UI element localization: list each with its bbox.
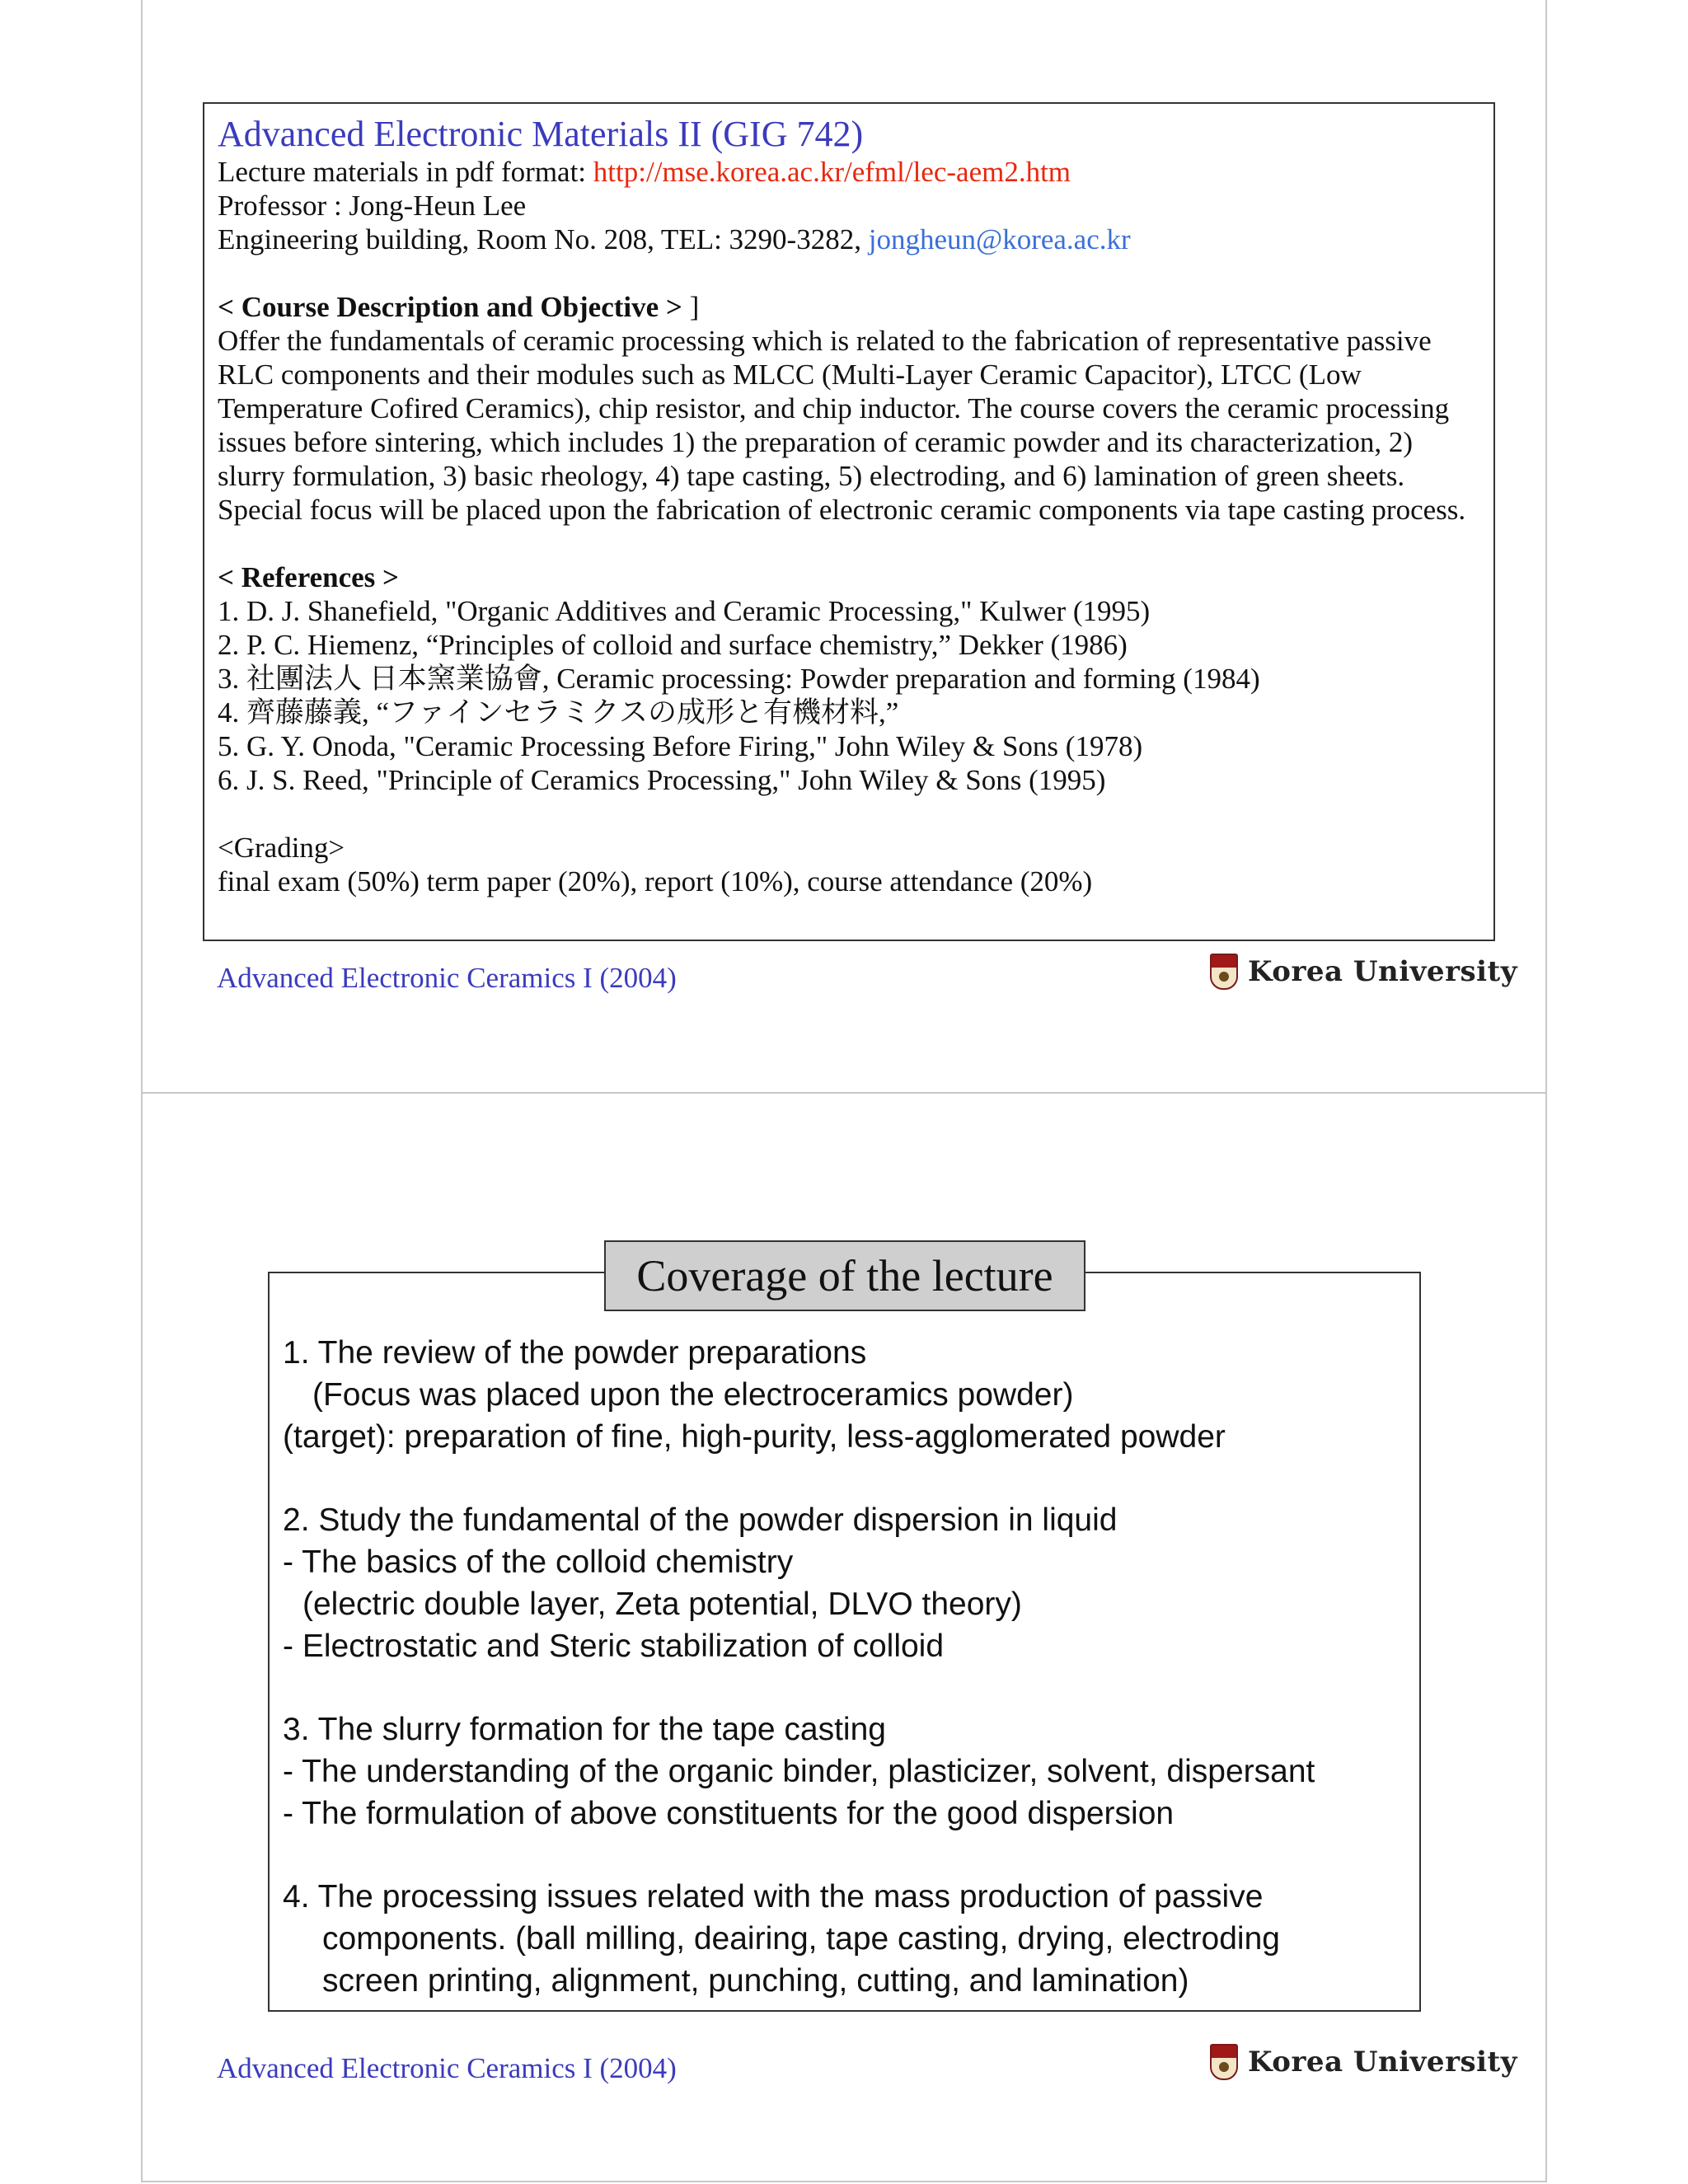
coverage-title: Coverage of the lecture xyxy=(604,1240,1085,1311)
course-info-box xyxy=(203,102,1495,941)
slide2-footer: Advanced Electronic Ceramics I (2004) xyxy=(217,2052,677,2084)
coverage-item: 1. The review of the powder preparations xyxy=(283,1335,867,1371)
grading-heading: <Grading> xyxy=(218,832,345,864)
korea-university-wordmark: Korea University xyxy=(1248,955,1517,988)
coverage-item: components. (ball milling, deairing, tape casting, drying, electroding xyxy=(322,1921,1280,1957)
coverage-item: - The understanding of the organic binder, plasticizer, solvent, dispersant xyxy=(283,1754,1315,1789)
course-description: Offer the fundamentals of ceramic processing which is related to the fabrication of representative passive RLC components and their modules such as MLCC (Multi-Layer Ceramic Capacitor), LTCC (Low Temperature Cofired Ceramics), chip resistor, and chip inductor. The course covers the ceramic processing issues before sintering, which includes 1) the preparation of ceramic powder and its characterization, 2) slurry formulation, 3) basic rheology, 4) tape casting, 5) electroding, and 6) lamination of green sheets. Special focus will be placed upon the fabrication of electronic ceramic components via tape casting process. xyxy=(218,325,1466,526)
course-title: Advanced Electronic Materials II (GIG 742) xyxy=(218,114,864,154)
reference-item: 1. D. J. Shanefield, "Organic Additives and Ceramic Processing," Kulwer (1995) xyxy=(218,595,1151,627)
reference-item: 2. P. C. Hiemenz, “Principles of colloid and surface chemistry,” Dekker (1986) xyxy=(218,629,1128,661)
coverage-item: (electric double layer, Zeta potential, DLVO theory) xyxy=(302,1586,1022,1622)
course-heading-bracket: ] xyxy=(689,291,700,323)
korea-university-crest-icon xyxy=(1210,954,1238,990)
contact-label: Engineering building, Room No. 208, TEL: 3290-3282, xyxy=(218,223,869,255)
lecture-materials-label: Lecture materials in pdf format: xyxy=(218,156,593,188)
korea-university-wordmark: Korea University xyxy=(1248,2046,1517,2079)
references-heading: < References > xyxy=(218,561,399,593)
contact-line xyxy=(218,223,1480,256)
coverage-item: 4. The processing issues related with the mass production of passive xyxy=(283,1879,1264,1915)
grading-breakdown: final exam (50%) term paper (20%), report (10%), course attendance (20%) xyxy=(218,865,1093,898)
lecture-materials-line xyxy=(218,155,1480,189)
lecture-url-link[interactable]: http://mse.korea.ac.kr/efml/lec-aem2.htm xyxy=(593,156,1071,188)
coverage-item: (Focus was placed upon the electroceramics powder) xyxy=(312,1377,1074,1413)
coverage-content xyxy=(283,1332,1420,2002)
korea-university-crest-icon xyxy=(1210,2044,1238,2080)
email-link[interactable]: jongheun@korea.ac.kr xyxy=(868,223,1131,255)
slide-divider xyxy=(141,1092,1547,1094)
coverage-item: - The basics of the colloid chemistry xyxy=(283,1544,794,1580)
references-list xyxy=(218,594,1480,797)
coverage-item: - The formulation of above constituents for the good dispersion xyxy=(283,1796,1175,1831)
course-heading-text: < Course Description and Objective > xyxy=(218,291,690,323)
reference-item: 6. J. S. Reed, "Principle of Ceramics Processing," John Wiley & Sons (1995) xyxy=(218,764,1106,796)
coverage-item: (target): preparation of fine, high-purity, less-agglomerated powder xyxy=(283,1419,1226,1455)
slide1-logo xyxy=(1210,954,1517,990)
slide2-logo xyxy=(1210,2044,1517,2080)
coverage-item: - Electrostatic and Steric stabilization of colloid xyxy=(283,1629,945,1664)
slide1-footer: Advanced Electronic Ceramics I (2004) xyxy=(217,962,677,994)
reference-item: 4. 齊藤藤義, “ファインセラミクスの成形と有機材料,” xyxy=(218,696,899,729)
reference-item: 3. 社團法人 日本窯業協會, Ceramic processing: Powder preparation and forming (1984) xyxy=(218,663,1260,695)
professor-line: Professor : Jong-Heun Lee xyxy=(218,190,527,222)
coverage-item: 2. Study the fundamental of the powder dispersion in liquid xyxy=(283,1502,1118,1538)
course-description-heading xyxy=(218,290,1480,324)
coverage-item: screen printing, alignment, punching, cutting, and lamination) xyxy=(322,1963,1189,1999)
reference-item: 5. G. Y. Onoda, "Ceramic Processing Before Firing," John Wiley & Sons (1978) xyxy=(218,730,1143,762)
coverage-item: 3. The slurry formation for the tape casting xyxy=(283,1712,886,1747)
